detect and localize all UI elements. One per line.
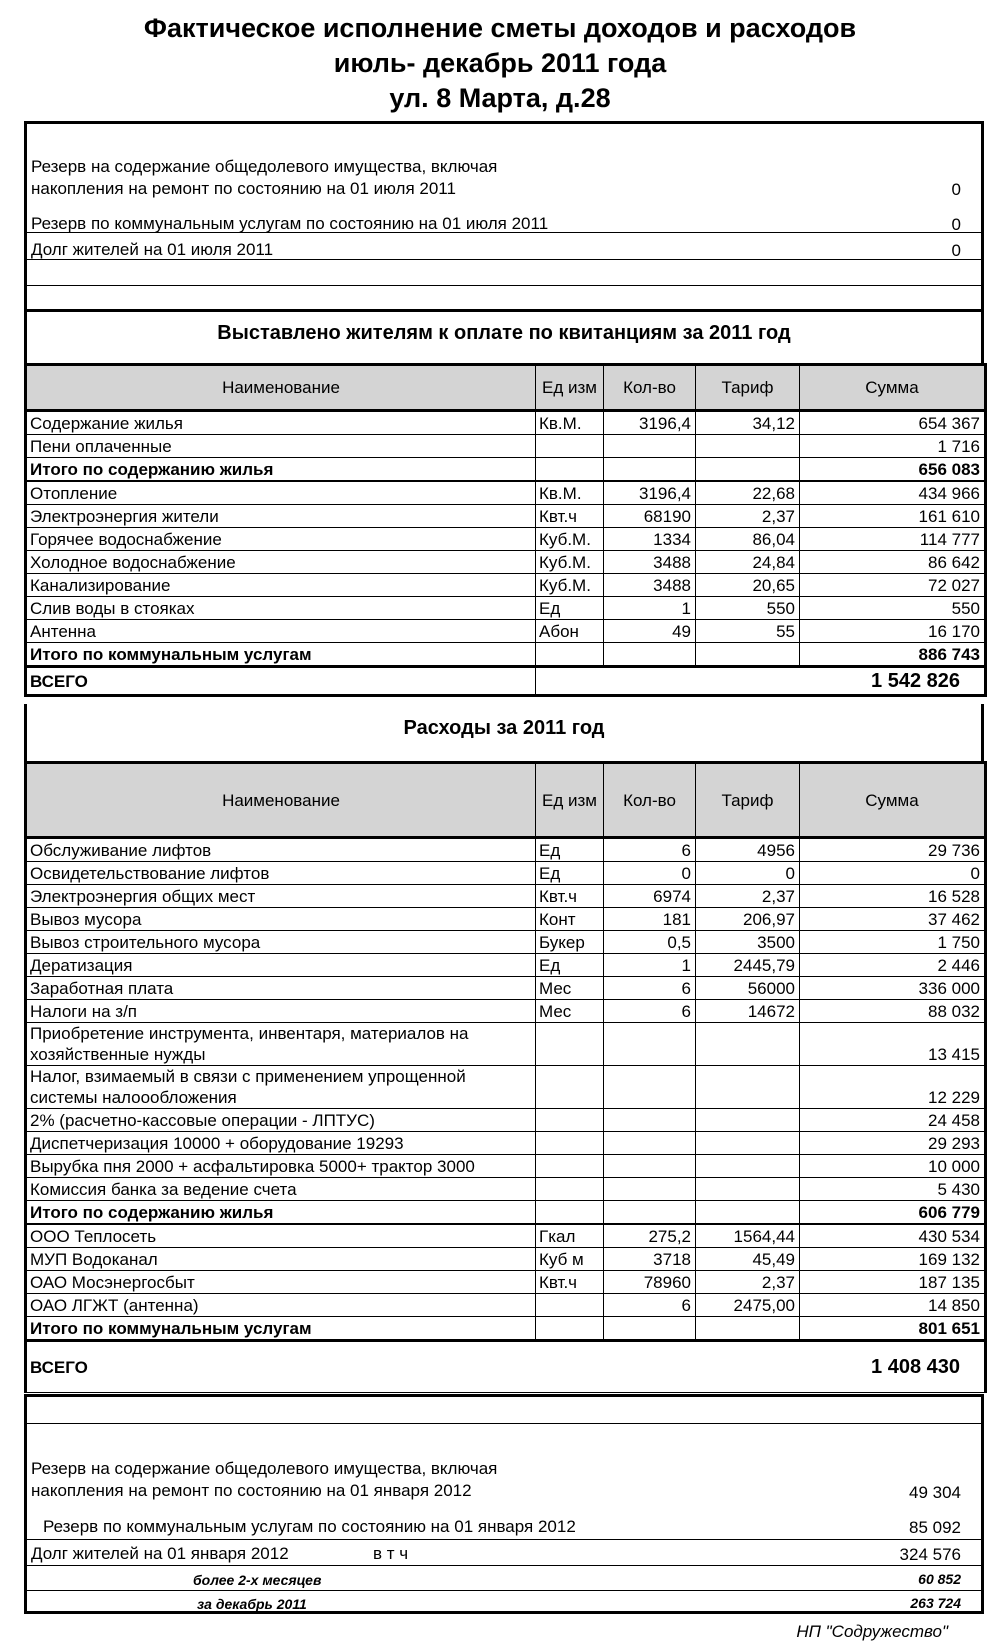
billed-row-unit: Абон: [536, 620, 604, 643]
expenses-row-name: ООО Теплосеть: [26, 1224, 536, 1248]
expenses-row-unit: Квт.ч: [536, 885, 604, 908]
expenses-row-qty: 6: [604, 838, 696, 862]
expenses-row-rate: [696, 1155, 800, 1178]
expenses-row-qty: 6974: [604, 885, 696, 908]
expenses-row-sum: 24 458: [800, 1109, 986, 1132]
billed-row-qty: 3196,4: [604, 481, 696, 505]
expenses-row-rate: [696, 1109, 800, 1132]
billed-row-unit: Кв.М.: [536, 481, 604, 505]
billed-row-unit: [536, 458, 604, 482]
expenses-row-qty: [604, 1066, 696, 1109]
billed-row-name: Слив воды в стояках: [26, 597, 536, 620]
expenses-row-name: 2% (расчетно-кассовые операции - ЛПТУС): [26, 1109, 536, 1132]
expenses-row-name: Диспетчеризация 10000 + оборудование 19293: [26, 1132, 536, 1155]
expenses-row-unit: Ед: [536, 954, 604, 977]
billed-row-rate: [696, 458, 800, 482]
billed-row: [26, 458, 986, 482]
billed-total-value: 1 542 826: [536, 667, 986, 696]
expenses-row-qty: 0: [604, 862, 696, 885]
opening-reserve-property-line1: Резерв на содержание общедолевого имущества, включая: [31, 157, 498, 176]
closing-reserve-property-value: 49 304: [909, 1483, 961, 1502]
expenses-row-qty: 0,5: [604, 931, 696, 954]
expenses-row-sum: 606 779: [800, 1201, 986, 1225]
expenses-row-name: Итого по содержанию жилья: [26, 1201, 536, 1225]
billed-row: [26, 574, 986, 597]
expenses-row-name: Электроэнергия общих мест: [26, 885, 536, 908]
document-title-line2: июль- декабрь 2011 года: [333, 48, 667, 78]
expenses-row-unit: Ед: [536, 838, 604, 862]
expenses-row: [26, 908, 986, 931]
expenses-row-qty: [604, 1155, 696, 1178]
billed-row-unit: [536, 435, 604, 458]
billed-row-name: Итого по коммунальным услугам: [26, 643, 536, 667]
billed-row-name: Антенна: [26, 620, 536, 643]
col-header-sum: Сумма: [800, 365, 986, 411]
billed-row-qty: 1: [604, 597, 696, 620]
expenses-row: [26, 1201, 986, 1225]
closing-debt-december-value: 263 724: [910, 1595, 961, 1611]
col-header-unit: Ед изм: [536, 365, 604, 411]
expenses-row-rate: [696, 1132, 800, 1155]
billed-row-rate: 86,04: [696, 528, 800, 551]
expenses-row-qty: [604, 1178, 696, 1201]
expenses-row-sum: 29 736: [800, 838, 986, 862]
expenses-row-unit: [536, 1178, 604, 1201]
expenses-row: [26, 1224, 986, 1248]
expenses-row: [26, 1000, 986, 1023]
expenses-row-rate: [696, 1178, 800, 1201]
billed-row: [26, 528, 986, 551]
expenses-row-unit: [536, 1294, 604, 1317]
billed-row-sum: 434 966: [800, 481, 986, 505]
billed-row-qty: [604, 435, 696, 458]
billed-row-sum: 161 610: [800, 505, 986, 528]
expenses-row: [26, 838, 986, 862]
billed-row-sum: 72 027: [800, 574, 986, 597]
opening-divider-2: [27, 259, 981, 260]
expenses-row-rate: 3500: [696, 931, 800, 954]
expenses-row-rate: 0: [696, 862, 800, 885]
expenses-row-unit: Мес: [536, 1000, 604, 1023]
expenses-row-name: Вывоз строительного мусора: [26, 931, 536, 954]
expenses-total-label: ВСЕГО: [26, 1341, 536, 1393]
billed-row-sum: 656 083: [800, 458, 986, 482]
expenses-row-qty: 1: [604, 954, 696, 977]
closing-divider-1: [27, 1539, 981, 1540]
billed-row-sum: 886 743: [800, 643, 986, 667]
billed-row-rate: 55: [696, 620, 800, 643]
expenses-row-sum: 10 000: [800, 1155, 986, 1178]
billed-row: [26, 505, 986, 528]
billed-table: [24, 363, 987, 697]
closing-balances-box: [24, 1394, 984, 1614]
col-header-unit: Ед изм: [536, 763, 604, 838]
closing-divider-2: [27, 1565, 981, 1566]
billed-row: [26, 620, 986, 643]
expenses-row-unit: Мес: [536, 977, 604, 1000]
billed-row-sum: 550: [800, 597, 986, 620]
expenses-row-rate: [696, 1201, 800, 1225]
expenses-row-name: Налог, взимаемый в связи с применением упрощенной системы налоообложения: [26, 1066, 536, 1109]
expenses-row: [26, 1294, 986, 1317]
billed-row-rate: 2,37: [696, 505, 800, 528]
billed-row-sum: 86 642: [800, 551, 986, 574]
expenses-row-sum: 12 229: [800, 1066, 986, 1109]
expenses-row-sum: 336 000: [800, 977, 986, 1000]
billed-row-unit: Куб.М.: [536, 528, 604, 551]
opening-divider-1: [27, 232, 981, 233]
expenses-row-sum: 16 528: [800, 885, 986, 908]
expenses-row-qty: [604, 1132, 696, 1155]
document-title-line1: Фактическое исполнение сметы доходов и расходов: [143, 13, 857, 43]
expenses-row: [26, 931, 986, 954]
expenses-row-rate: [696, 1317, 800, 1341]
billed-row-name: Горячее водоснабжение: [26, 528, 536, 551]
billed-row-qty: 49: [604, 620, 696, 643]
expenses-row-rate: 206,97: [696, 908, 800, 931]
expenses-row-unit: Конт: [536, 908, 604, 931]
billed-row-name: Канализирование: [26, 574, 536, 597]
billed-total-label: ВСЕГО: [26, 667, 536, 696]
billed-row-qty: 3488: [604, 574, 696, 597]
expenses-row: [26, 1317, 986, 1341]
billed-row-name: Пени оплаченные: [26, 435, 536, 458]
expenses-row-sum: 430 534: [800, 1224, 986, 1248]
expenses-row: [26, 954, 986, 977]
expenses-row-name: Вырубка пня 2000 + асфальтировка 5000+ трактор 3000: [26, 1155, 536, 1178]
billed-heading: Выставлено жителям к оплате по квитанциям за 2011 год: [217, 322, 791, 344]
col-header-name: Наименование: [26, 365, 536, 411]
closing-debt-including: в т ч: [373, 1544, 409, 1563]
billed-row-rate: 34,12: [696, 411, 800, 435]
expenses-row-sum: 1 750: [800, 931, 986, 954]
expenses-row-qty: 3718: [604, 1248, 696, 1271]
expenses-row-unit: Букер: [536, 931, 604, 954]
opening-reserve-utilities-value: 0: [951, 215, 961, 234]
billed-row-qty: 3488: [604, 551, 696, 574]
expenses-row-name: Освидетельствование лифтов: [26, 862, 536, 885]
billed-row-name: Отопление: [26, 481, 536, 505]
billed-row: [26, 643, 986, 667]
footer-organization: НП "Содружество": [796, 1622, 948, 1641]
opening-balances-box: [24, 121, 984, 320]
billed-row-sum: 654 367: [800, 411, 986, 435]
billed-row-rate: [696, 435, 800, 458]
billed-row-qty: 68190: [604, 505, 696, 528]
billed-row: [26, 551, 986, 574]
billed-row-unit: Ед: [536, 597, 604, 620]
expenses-row-name: МУП Водоканал: [26, 1248, 536, 1271]
billed-row-unit: Куб.М.: [536, 551, 604, 574]
expenses-row: [26, 1155, 986, 1178]
billed-row-name: Холодное водоснабжение: [26, 551, 536, 574]
expenses-row-qty: 78960: [604, 1271, 696, 1294]
closing-debt-december: за декабрь 2011: [197, 1596, 307, 1612]
billed-row-unit: Куб.М.: [536, 574, 604, 597]
col-header-rate: Тариф: [696, 365, 800, 411]
billed-row-name: Электроэнергия жители: [26, 505, 536, 528]
expenses-row-name: Приобретение инструмента, инвентаря, материалов на хозяйственные нужды: [26, 1023, 536, 1066]
expenses-row-unit: Куб м: [536, 1248, 604, 1271]
expenses-row-sum: 29 293: [800, 1132, 986, 1155]
expenses-row: [26, 1271, 986, 1294]
expenses-row-qty: 275,2: [604, 1224, 696, 1248]
expenses-row-sum: 801 651: [800, 1317, 986, 1341]
closing-debt-value: 324 576: [899, 1545, 961, 1564]
expenses-table-header: [26, 763, 986, 838]
expenses-total-row: [26, 1341, 986, 1393]
closing-reserve-property-line1: Резерв на содержание общедолевого имущества, включая: [31, 1459, 498, 1478]
expenses-row-sum: 0: [800, 862, 986, 885]
expenses-row-qty: 6: [604, 1294, 696, 1317]
expenses-row-name: ОАО Мосэнергосбыт: [26, 1271, 536, 1294]
billed-row-name: Содержание жилья: [26, 411, 536, 435]
col-header-name: Наименование: [26, 763, 536, 838]
expenses-row-unit: [536, 1201, 604, 1225]
expenses-row-sum: 187 135: [800, 1271, 986, 1294]
col-header-sum: Сумма: [800, 763, 986, 838]
expenses-row: [26, 1248, 986, 1271]
expenses-row-rate: 14672: [696, 1000, 800, 1023]
expenses-row-unit: [536, 1317, 604, 1341]
expenses-row-rate: 56000: [696, 977, 800, 1000]
expenses-row-sum: 14 850: [800, 1294, 986, 1317]
billed-row-qty: 3196,4: [604, 411, 696, 435]
billed-row: [26, 411, 986, 435]
expenses-row-rate: [696, 1066, 800, 1109]
col-header-rate: Тариф: [696, 763, 800, 838]
closing-divider-3: [27, 1590, 981, 1591]
billed-table-header: [26, 365, 986, 411]
expenses-row-qty: 6: [604, 977, 696, 1000]
billed-row-rate: 22,68: [696, 481, 800, 505]
opening-reserve-property-line2: накопления на ремонт по состоянию на 01 июля 2011: [31, 179, 456, 198]
expenses-row-sum: 2 446: [800, 954, 986, 977]
expenses-row-name: Итого по коммунальным услугам: [26, 1317, 536, 1341]
billed-row-rate: 24,84: [696, 551, 800, 574]
expenses-heading: Расходы за 2011 год: [403, 717, 605, 739]
opening-debt-value: 0: [951, 241, 961, 260]
expenses-row: [26, 977, 986, 1000]
expenses-row: [26, 1023, 986, 1066]
expenses-row-name: Дератизация: [26, 954, 536, 977]
billed-row: [26, 597, 986, 620]
expenses-row-unit: Квт.ч: [536, 1271, 604, 1294]
billed-row-sum: 114 777: [800, 528, 986, 551]
opening-row-blank: [27, 124, 981, 159]
expenses-row: [26, 885, 986, 908]
expenses-row-qty: 6: [604, 1000, 696, 1023]
expenses-row-unit: [536, 1155, 604, 1178]
expenses-row-qty: [604, 1201, 696, 1225]
expenses-row-rate: 45,49: [696, 1248, 800, 1271]
billed-row-qty: [604, 458, 696, 482]
expenses-row: [26, 1109, 986, 1132]
billed-total-row: [26, 667, 986, 696]
billed-row-rate: 550: [696, 597, 800, 620]
closing-debt-over-2-months-value: 60 852: [918, 1571, 961, 1587]
col-header-qty: Кол-во: [604, 365, 696, 411]
expenses-heading-box: [24, 704, 984, 761]
expenses-row-rate: [696, 1023, 800, 1066]
closing-reserve-property-line2: накопления на ремонт по состоянию на 01 января 2012: [31, 1481, 472, 1500]
billed-row-qty: [604, 643, 696, 667]
expenses-row-sum: 5 430: [800, 1178, 986, 1201]
billed-row-rate: [696, 643, 800, 667]
expenses-row-name: Заработная плата: [26, 977, 536, 1000]
expenses-row: [26, 1066, 986, 1109]
billed-row-rate: 20,65: [696, 574, 800, 597]
expenses-row-unit: [536, 1109, 604, 1132]
billed-row-unit: Кв.М.: [536, 411, 604, 435]
billed-row-name: Итого по содержанию жилья: [26, 458, 536, 482]
expenses-row-rate: 1564,44: [696, 1224, 800, 1248]
expenses-row-unit: [536, 1132, 604, 1155]
closing-reserve-utilities-value: 85 092: [909, 1518, 961, 1537]
billed-row-sum: 1 716: [800, 435, 986, 458]
expenses-row-rate: 4956: [696, 838, 800, 862]
closing-debt: Долг жителей на 01 января 2012: [31, 1544, 289, 1563]
closing-reserve-utilities: Резерв по коммунальным услугам по состоянию на 01 января 2012: [43, 1517, 576, 1536]
opening-debt: Долг жителей на 01 июля 2011: [31, 240, 274, 259]
expenses-row-sum: 169 132: [800, 1248, 986, 1271]
expenses-row-name: Вывоз мусора: [26, 908, 536, 931]
expenses-row-name: Налоги на з/п: [26, 1000, 536, 1023]
expenses-row-sum: 13 415: [800, 1023, 986, 1066]
expenses-row-sum: 37 462: [800, 908, 986, 931]
billed-heading-box: [24, 309, 984, 365]
col-header-qty: Кол-во: [604, 763, 696, 838]
opening-divider-3: [27, 285, 981, 286]
billed-row-qty: 1334: [604, 528, 696, 551]
expenses-row-name: Комиссия банка за ведение счета: [26, 1178, 536, 1201]
document-title-line3: ул. 8 Марта, д.28: [389, 83, 611, 113]
expenses-row-rate: 2445,79: [696, 954, 800, 977]
expenses-row-qty: 181: [604, 908, 696, 931]
billed-row-unit: [536, 643, 604, 667]
expenses-row-sum: 88 032: [800, 1000, 986, 1023]
expenses-total-value: 1 408 430: [536, 1341, 986, 1393]
expenses-row-qty: [604, 1023, 696, 1066]
expenses-row-rate: 2475,00: [696, 1294, 800, 1317]
opening-reserve-utilities: Резерв по коммунальным услугам по состоянию на 01 июля 2011: [31, 214, 549, 233]
closing-divider-blank: [27, 1423, 981, 1424]
expenses-row: [26, 1132, 986, 1155]
billed-row-sum: 16 170: [800, 620, 986, 643]
opening-reserve-property-value: 0: [951, 180, 961, 199]
closing-debt-over-2-months: более 2-х месяцев: [193, 1572, 322, 1588]
expenses-row-unit: Гкал: [536, 1224, 604, 1248]
expenses-row: [26, 862, 986, 885]
billed-row-unit: Квт.ч: [536, 505, 604, 528]
expenses-row-qty: [604, 1109, 696, 1132]
billed-row: [26, 481, 986, 505]
expenses-row-rate: 2,37: [696, 1271, 800, 1294]
expenses-row-unit: [536, 1066, 604, 1109]
expenses-row-name: ОАО ЛГЖТ (антенна): [26, 1294, 536, 1317]
expenses-table: [24, 761, 987, 1393]
expenses-row-qty: [604, 1317, 696, 1341]
expenses-row-rate: 2,37: [696, 885, 800, 908]
expenses-row-unit: [536, 1023, 604, 1066]
expenses-row-unit: Ед: [536, 862, 604, 885]
expenses-row: [26, 1178, 986, 1201]
billed-row: [26, 435, 986, 458]
expenses-row-name: Обслуживание лифтов: [26, 838, 536, 862]
